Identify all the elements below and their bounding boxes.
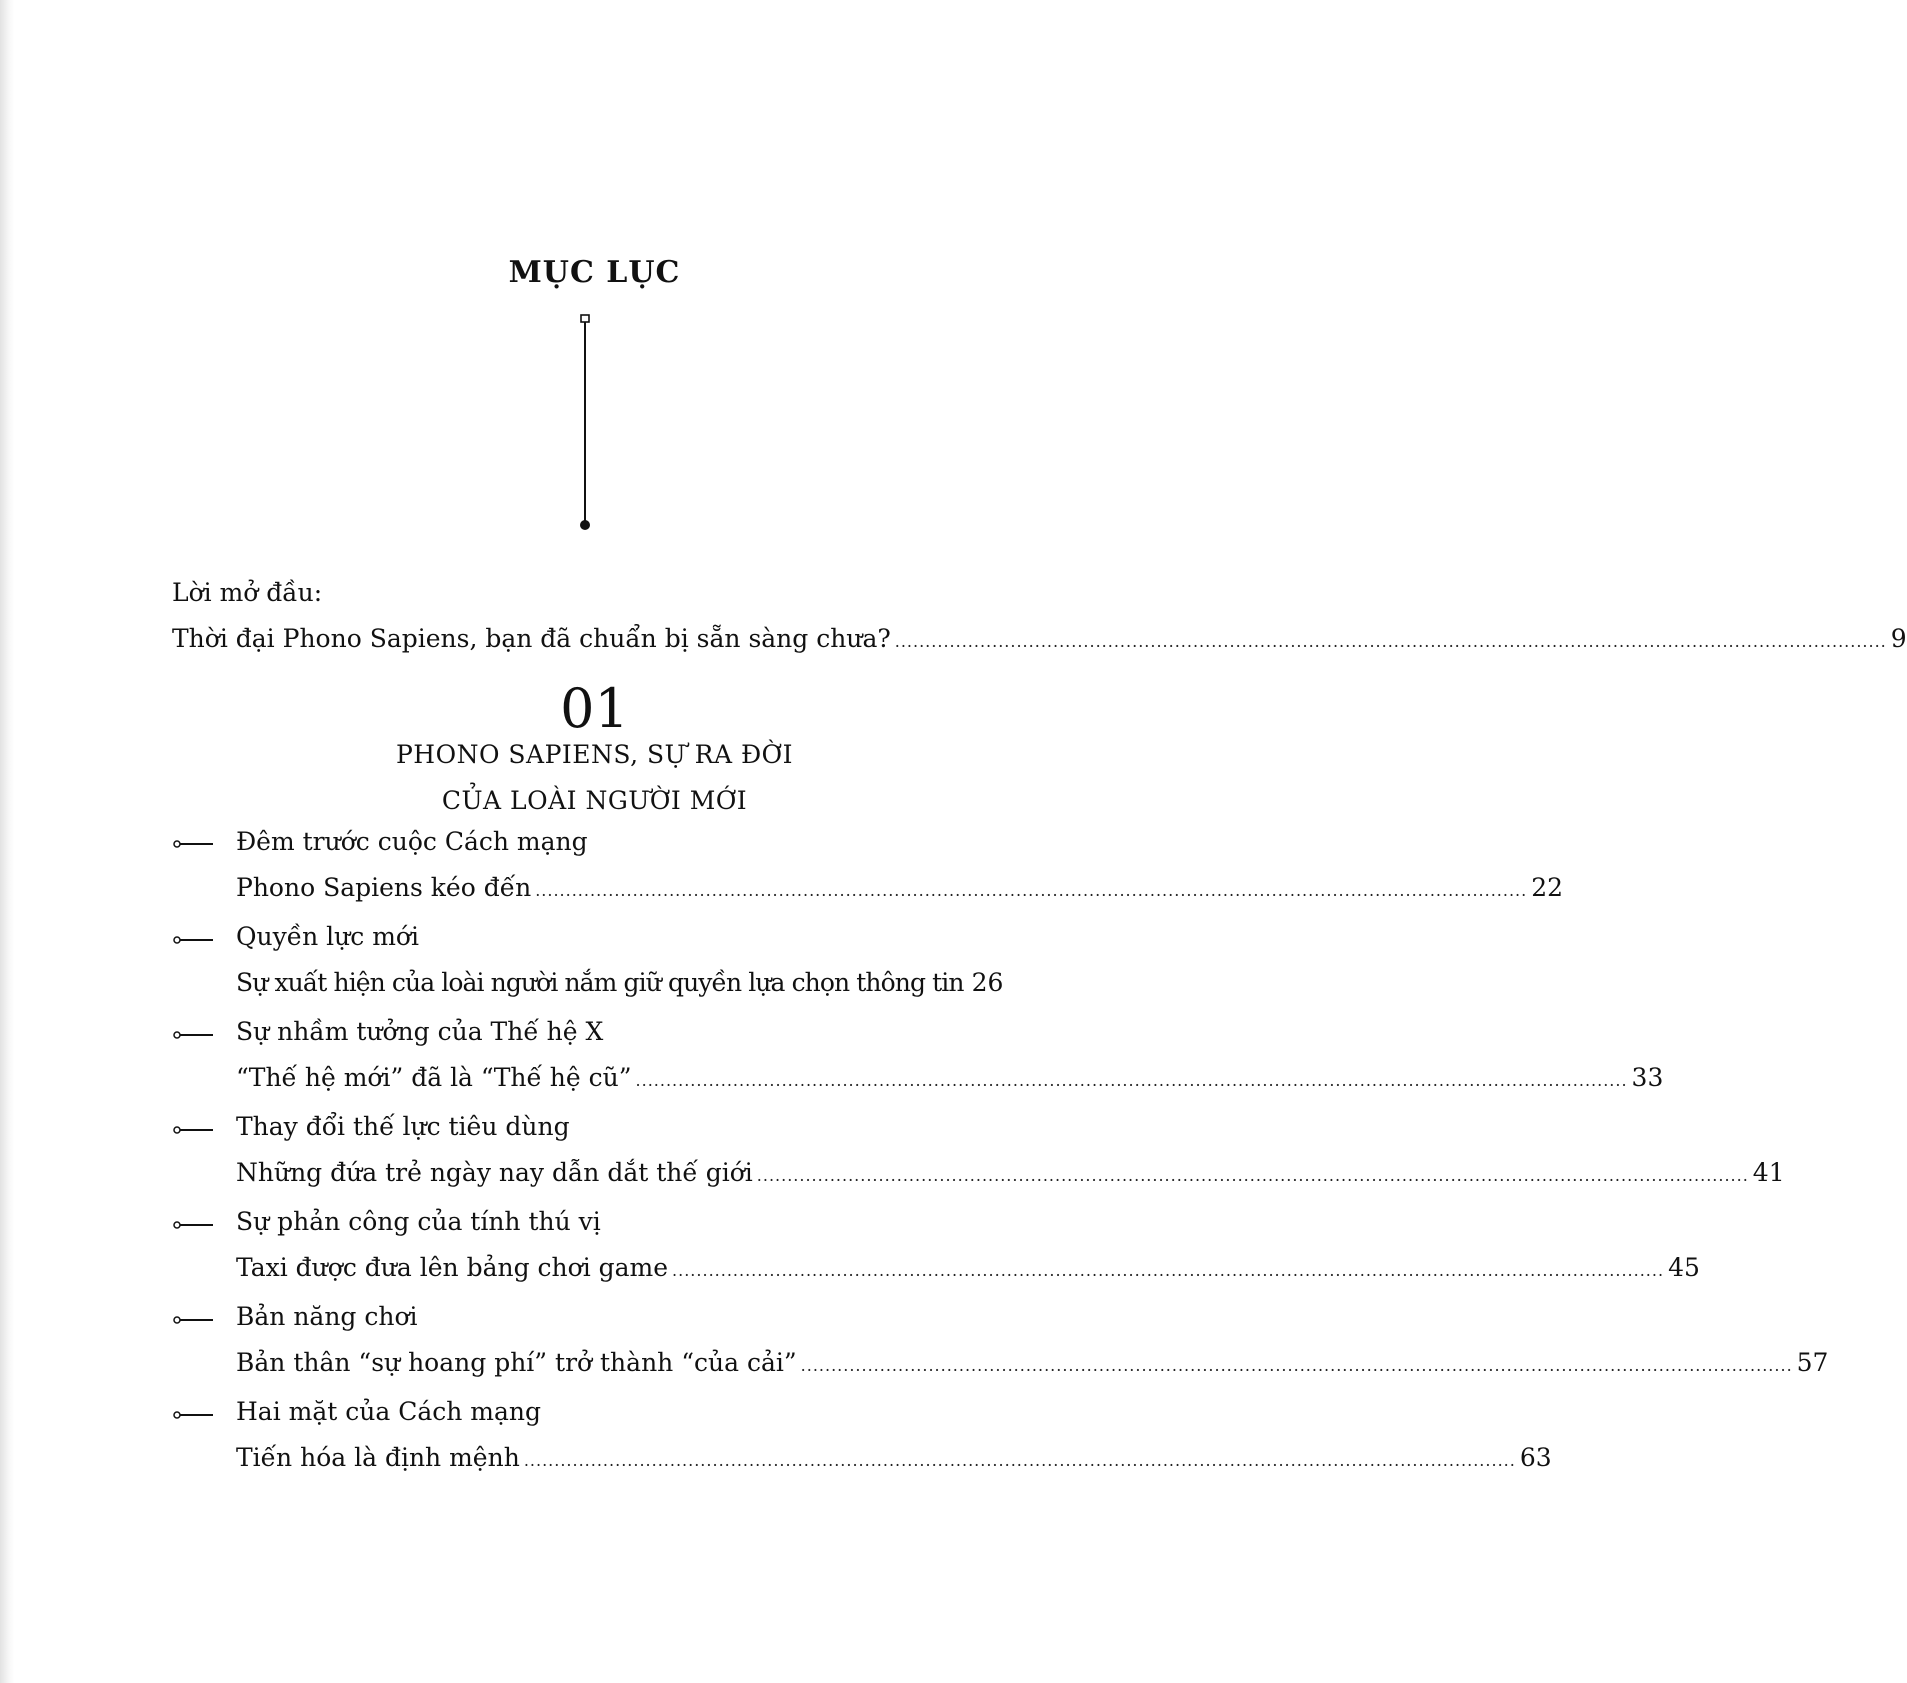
- section-subtitle: Những đứa trẻ ngày nay dẫn dắt thế giới: [236, 1158, 753, 1187]
- section-title: Hai mặt của Cách mạng: [236, 1397, 542, 1426]
- dot-leader: ...................................................................................................................................................................: [756, 1166, 1749, 1185]
- connector-bullet-icon: [172, 839, 214, 849]
- preface-label: Lời mở đầu:: [172, 578, 323, 607]
- section-title: Sự phản công của tính thú vị: [236, 1207, 601, 1236]
- chapter-title-line-2: CỦA LOÀI NGƯỜI MỚI: [441, 786, 748, 815]
- vertical-divider-ornament: [578, 313, 592, 533]
- section-subtitle: Sự xuất hiện của loài người nắm giữ quyền lựa chọn thông tin: [236, 968, 964, 997]
- toc-entry[interactable]: [236, 1253, 1700, 1282]
- dot-leader: ...................................................................................................................................................................: [894, 632, 1887, 651]
- section-subtitle: Taxi được đưa lên bảng chơi game: [236, 1253, 669, 1282]
- section-title: Thay đổi thế lực tiêu dùng: [236, 1112, 570, 1141]
- dot-leader: ...................................................................................................................................................................: [523, 1451, 1516, 1470]
- toc-entry[interactable]: [236, 1063, 1664, 1092]
- dot-leader: ...................................................................................................................................................................: [800, 1356, 1793, 1375]
- page-number: 9: [1890, 624, 1907, 653]
- page-number: 57: [1796, 1348, 1829, 1377]
- page-number: 63: [1519, 1443, 1552, 1472]
- section-subtitle: Bản thân “sự hoang phí” trở thành “của cải”: [236, 1348, 797, 1377]
- chapter-number: 01: [560, 677, 629, 740]
- section-title: Sự nhầm tưởng của Thế hệ X: [236, 1017, 604, 1046]
- connector-bullet-icon: [172, 935, 214, 945]
- toc-entry[interactable]: [236, 968, 1002, 997]
- page-number: 45: [1668, 1253, 1700, 1282]
- toc-entry[interactable]: [236, 1348, 1829, 1377]
- page-number: 41: [1752, 1158, 1785, 1187]
- page-scan-edge: [0, 0, 14, 1683]
- toc-entry[interactable]: [236, 873, 1564, 902]
- page-number: 22: [1531, 873, 1564, 902]
- section-subtitle: Tiến hóa là định mệnh: [236, 1443, 520, 1472]
- section-title: Quyền lực mới: [236, 922, 419, 951]
- section-subtitle: Phono Sapiens kéo đến: [236, 873, 532, 902]
- toc-entry-preface[interactable]: [172, 624, 1907, 653]
- page-number: 33: [1631, 1063, 1664, 1092]
- chapter-title-line-1: PHONO SAPIENS, SỰ RA ĐỜI: [395, 740, 794, 769]
- connector-bullet-icon: [172, 1030, 214, 1040]
- dot-leader: ...................................................................................................................................................................: [535, 881, 1528, 900]
- page-number: 26: [971, 968, 1004, 997]
- dot-leader: ...................................................................................................................................................................: [635, 1071, 1628, 1090]
- preface-title: Thời đại Phono Sapiens, bạn đã chuẩn bị sẵn sàng chưa?: [172, 624, 891, 653]
- toc-entry[interactable]: [236, 1158, 1785, 1187]
- section-title: Đêm trước cuộc Cách mạng: [236, 827, 588, 856]
- section-title: Bản năng chơi: [236, 1302, 418, 1331]
- connector-bullet-icon: [172, 1125, 214, 1135]
- connector-bullet-icon: [172, 1410, 214, 1420]
- toc-entry[interactable]: [236, 1443, 1552, 1472]
- section-subtitle: “Thế hệ mới” đã là “Thế hệ cũ”: [236, 1063, 632, 1092]
- page-title: MỤC LỤC: [508, 255, 681, 290]
- connector-bullet-icon: [172, 1315, 214, 1325]
- dot-leader: ...................................................................................................................................................................: [672, 1261, 1665, 1280]
- connector-bullet-icon: [172, 1220, 214, 1230]
